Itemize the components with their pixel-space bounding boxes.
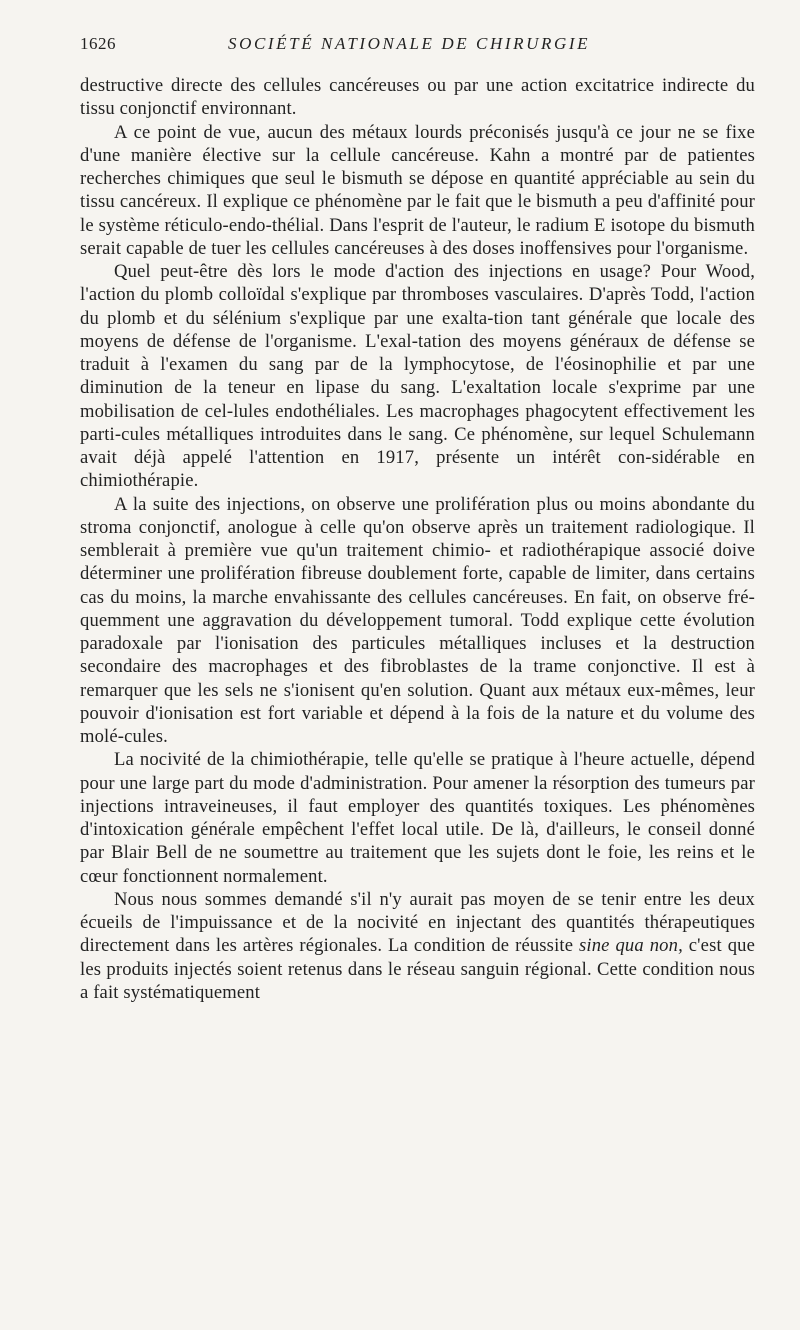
- body-text: [80, 74, 755, 1004]
- paragraph-continued: destructive directe des cellules cancéreuses ou par une action excitatrice indirecte du tissu conjonctif environnant.: [80, 75, 755, 120]
- journal-title: SOCIÉTÉ NATIONALE DE CHIRURGIE: [228, 34, 591, 53]
- latin-phrase: sine qua non,: [579, 935, 683, 957]
- running-header: [80, 34, 755, 58]
- paragraph-heavy-metals: A ce point de vue, aucun des métaux lourds préconisés jusqu'à ce jour ne se fixe d'une manière élective sur la cellule cancéreuse. Kahn a montré par de patientes recherches chimiques que seul le bismuth se dépose en quantité appréciable au sein du tissu cancéreux. Il explique ce phénomène par le fait que le bismuth a peu d'affinité pour le système réticulo-endo-thélial. Dans l'esprit de l'auteur, le radium E isotope du bismuth serait capable de tuer les cellules cancéreuses à des doses inoffensives pour l'organisme.: [80, 121, 755, 259]
- paragraph-proliferation: A la suite des injections, on observe une prolifération plus ou moins abondante du stroma conjonctif, anologue à celle qu'on observe après un traitement radiologique. Il semblerait à première vue qu'un traitement chimio- et radiothérapique associé doive déterminer une prolifération fibreuse doublement forte, capable de limiter, dans certains cas du moins, la marche envahissante des cellules cancéreuses. En fait, on observe fré-quemment une aggravation du développement tumoral. Todd explique cette évolution paradoxale par l'ionisation des particules métalliques incluses et la destruction secondaire des macrophages et des fibroblastes de la trame conjonctive. Il est à remarquer que les sels ne s'ionisent qu'en solution. Quant aux métaux eux-mêmes, leur pouvoir d'ionisation est fort variable et dépend à la fois de la nature et du volume des molé-cules.: [80, 493, 755, 747]
- paragraph-arterial-injection: [80, 888, 755, 1004]
- paragraph-arterial-text-after: c'est que les produits injectés soient retenus dans le réseau sanguin régional. Cette condition nous a fait systématiquement: [80, 935, 755, 1003]
- paragraph-mode-of-action: Quel peut-être dès lors le mode d'action des injections en usage? Pour Wood, l'action du plomb colloïdal s'explique par thromboses vasculaires. D'après Todd, l'action du plomb et du sélénium s'explique par une exalta-tion tant générale que locale des moyens de défense de l'organisme. L'exal-tation des moyens généraux de défense se traduit à l'examen du sang par de la lymphocytose, de l'éosinophilie et par une diminution de la teneur en lipase du sang. L'exaltation locale s'exprime par une mobilisation de cel-lules endothéliales. Les macrophages phagocytent effectivement les parti-cules métalliques introduites dans le sang. Ce phénomène, sur lequel Schulemann avait déjà appelé l'attention en 1917, présente un intérêt con-sidérable en chimiothérapie.: [80, 261, 755, 492]
- paragraph-arterial-text-before: Nous nous sommes demandé s'il n'y aurait pas moyen de se tenir entre les deux écueils de l'impuissance et de la nocivité en injectant des quantités thérapeutiques directement dans les artères régionales. La condition de réussite: [80, 888, 755, 957]
- page-number: 1626: [80, 34, 116, 53]
- paragraph-nocivity: La nocivité de la chimiothérapie, telle qu'elle se pratique à l'heure actuelle, dépend pour une large part du mode d'administration. Pour amener la résorption des tumeurs par injections intraveineuses, il faut employer des quantités toxiques. Les phénomènes d'intoxication générale empêchent l'effet local utile. De là, d'ailleurs, le conseil donné par Blair Bell de ne soumettre au traitement que les sujets dont le foie, les reins et le cœur fonctionnent normalement.: [80, 749, 755, 887]
